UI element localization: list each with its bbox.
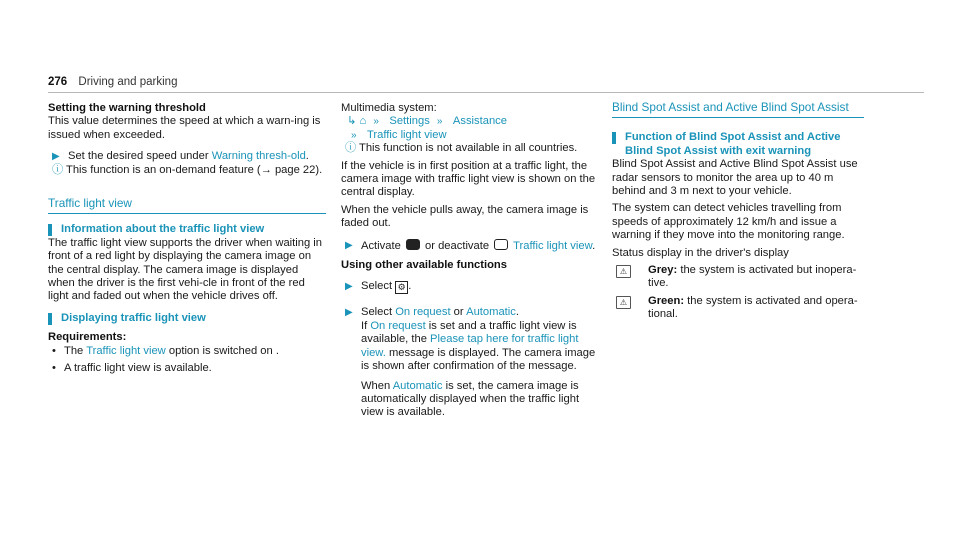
- traffic-light-info-subheading: Information about the traffic light view: [48, 223, 326, 236]
- traffic-light-view-link[interactable]: Traffic light view: [86, 344, 166, 357]
- warning-threshold-title: Setting the warning threshold: [48, 102, 206, 114]
- on-demand-note: ⓘ This function is an on-demand feature (→ page 22).: [52, 163, 323, 176]
- toggle-on-icon: [406, 239, 420, 250]
- grey-status-item: ⚠ Grey: the system is activated but inopera-tive.: [612, 264, 864, 291]
- chevron-icon: »: [351, 129, 357, 141]
- home-icon[interactable]: ⌂: [359, 115, 367, 128]
- step-activate: ▶ Activate or deactivate Traffic light view.: [341, 239, 596, 253]
- info-icon: ⓘ: [345, 142, 357, 155]
- automatic-option[interactable]: Automatic: [466, 306, 516, 319]
- status-display-text: Status display in the driver's display: [612, 246, 789, 259]
- detect-vehicles-text: The system can detect vehicles travelling from speeds of approximately 12 km/h and issue a warning if they move into the monitoring range.: [612, 202, 845, 242]
- path-assistance[interactable]: Assistance: [452, 115, 508, 128]
- blind-spot-grey-icon: ⚠: [616, 265, 631, 278]
- toggle-off-icon: [494, 239, 508, 250]
- pulls-away-text: When the vehicle pulls away, the camera image is faded out.: [341, 203, 589, 230]
- header-rule: [48, 92, 924, 93]
- blind-spot-function-subheading: Function of Blind Spot Assist and Active Blind Spot Assist with exit warning: [612, 131, 864, 158]
- chevron-icon: »: [436, 116, 443, 128]
- step-set-speed: ▶ Set the desired speed under Warning thresh-old.: [48, 150, 326, 163]
- column-1: [48, 102, 326, 376]
- gear-icon[interactable]: ⚙: [395, 281, 408, 294]
- multimedia-label: Multimedia system:: [341, 102, 437, 114]
- on-request-option[interactable]: On request: [395, 306, 451, 319]
- warning-threshold-text: This value determines the speed at which a warn-ing is issued when exceeded.: [48, 115, 321, 141]
- step-arrow-icon: ▶: [52, 151, 60, 163]
- blind-spot-green-icon: ⚠: [616, 296, 631, 309]
- traffic-light-view-heading: Traffic light view: [48, 197, 326, 214]
- requirements-title: Requirements:: [48, 331, 127, 344]
- chevron-icon: »: [373, 116, 379, 128]
- display-traffic-light-subheading: Displaying traffic light view: [48, 312, 326, 325]
- warning-threshold-link[interactable]: Warning thresh-old: [211, 150, 306, 163]
- step-select-gear: ▶ Select ⚙ .: [341, 280, 596, 294]
- step-select-mode: ▶ Select On request or Automatic. If On request is set and a traffic light view is available, the Please tap here for traffic light view. message is displayed. The camera image is shown after confirmation of the message. When Automatic is set, the camera image is automatically displayed when the traffic light view is available.: [341, 306, 596, 419]
- on-request-text: If On request is set and a traffic light view is available, the Please tap here for traffic light view. message is displayed. The camera image is shown after confirmation of the message.: [361, 319, 596, 373]
- menu-path: [341, 115, 596, 142]
- traffic-light-view-option[interactable]: Traffic light view: [513, 239, 593, 252]
- section-name: Driving and parking: [78, 76, 178, 88]
- availability-note: ⓘ This function is not available in all countries.: [345, 142, 578, 155]
- tap-message-text: Please tap here for traffic light view.: [361, 333, 579, 359]
- path-arrow-icon: ↳: [347, 115, 357, 128]
- traffic-light-info-text: The traffic light view supports the driver when waiting in front of a red light by displaying the camera image on the central display. The camera image is displayed when the driver is the first vehi-cle in front of the red light and faded out when the vehicle drives off.: [48, 236, 323, 303]
- green-status-item: ⚠ Green: the system is activated and opera-tional.: [612, 295, 864, 322]
- requirement-item: • A traffic light view is available.: [48, 362, 326, 375]
- page-number: 276: [48, 76, 68, 88]
- page-header: [48, 76, 177, 88]
- other-functions-title: Using other available functions: [341, 259, 507, 272]
- blind-spot-heading: Blind Spot Assist and Active Blind Spot Assist: [612, 101, 864, 118]
- path-settings[interactable]: Settings: [389, 115, 430, 128]
- step-arrow-icon: ▶: [345, 239, 353, 251]
- path-traffic-light-view[interactable]: Traffic light view: [367, 128, 447, 141]
- column-2: [341, 102, 596, 420]
- requirement-item: • The Traffic light view option is switched on .: [48, 345, 326, 358]
- first-position-text: If the vehicle is in first position at a traffic light, the camera image with traffic light view is shown on the central display.: [341, 159, 596, 199]
- automatic-text: When Automatic is set, the camera image is automatically displayed when the traffic light view is available.: [361, 379, 580, 419]
- step-arrow-icon: ▶: [345, 307, 353, 319]
- column-3: [612, 101, 864, 322]
- info-icon: ⓘ: [52, 163, 64, 176]
- step-arrow-icon: ▶: [345, 281, 353, 293]
- radar-sensors-text: Blind Spot Assist and Active Blind Spot Assist use radar sensors to monitor the area up to 40 m behind and 3 m next to your vehicle.: [612, 158, 858, 198]
